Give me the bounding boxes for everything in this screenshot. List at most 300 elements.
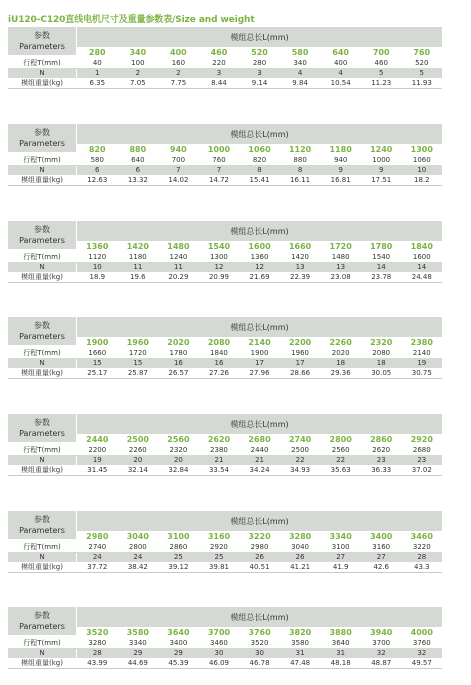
n-cell: 4: [297, 69, 303, 77]
parameters-label-cn: 参数: [34, 31, 50, 40]
n-cell: 28: [417, 553, 427, 561]
weight-label: 模组重量(kg): [21, 466, 63, 474]
n-cell: 8: [297, 166, 303, 174]
parameters-label-en: Parameters: [19, 526, 65, 535]
n-cell: 30: [214, 649, 224, 657]
stroke-cell: 3520: [250, 639, 269, 647]
length-cell: 1720: [329, 242, 352, 251]
n-cell: 9: [338, 166, 343, 174]
n-cell: 32: [417, 649, 427, 657]
stroke-cell: 2860: [169, 543, 188, 551]
length-cell: 1180: [329, 145, 352, 154]
stroke-cell: 2080: [372, 349, 391, 357]
length-cell: 2560: [167, 435, 190, 444]
n-cell: 32: [376, 649, 386, 657]
parameters-label-en: Parameters: [19, 332, 65, 341]
weight-cell: 13.32: [127, 176, 148, 184]
length-cell: 1600: [248, 242, 271, 251]
weight-cell: 16.81: [330, 176, 351, 184]
stroke-cell: 3040: [291, 543, 309, 551]
parameters-label-cn: 参数: [34, 611, 50, 620]
n-cell: 27: [376, 553, 386, 561]
parameters-header: [8, 511, 76, 539]
stroke-cell: 880: [293, 156, 307, 164]
length-cell: 760: [413, 48, 431, 57]
stroke-cell: 280: [252, 59, 267, 67]
stroke-cell: 2440: [250, 446, 269, 454]
stroke-cell: 3280: [88, 639, 107, 647]
n-cell: 2: [135, 69, 141, 77]
weight-cell: 33.54: [208, 466, 229, 474]
weight-cell: 25.87: [127, 369, 148, 377]
weight-label: 模组重量(kg): [21, 563, 63, 571]
stroke-cell: 700: [171, 156, 186, 164]
stroke-cell: 400: [333, 59, 348, 67]
length-cell: 3760: [248, 628, 271, 637]
stroke-cell: 1660: [88, 349, 107, 357]
stroke-cell: 3400: [169, 639, 188, 647]
n-cell: 29: [173, 649, 183, 657]
stroke-cell: 1720: [128, 349, 147, 357]
stroke-cell: 760: [212, 156, 226, 164]
n-cell: 13: [295, 263, 305, 271]
weight-cell: 28.66: [290, 369, 311, 377]
n-cell: 14: [376, 263, 386, 271]
parameters-label-cn: 参数: [34, 225, 50, 234]
parameters-header: [8, 607, 76, 635]
parameters-label-en: Parameters: [19, 429, 65, 438]
stroke-cell: 2380: [210, 446, 228, 454]
n-cell: 13: [336, 263, 346, 271]
length-cell: 1540: [207, 242, 231, 251]
n-cell: 23: [376, 456, 386, 464]
n-cell: 19: [417, 359, 427, 367]
weight-cell: 44.69: [127, 659, 148, 667]
length-cell: 1360: [86, 242, 109, 251]
length-cell: 3100: [167, 532, 190, 541]
n-label: N: [8, 455, 76, 465]
length-cell: 3580: [126, 628, 149, 637]
stroke-cell: 2980: [250, 543, 269, 551]
weight-cell: 30.05: [371, 369, 392, 377]
spec-table: [8, 221, 442, 289]
n-row: [8, 552, 442, 562]
weight-cell: 8.44: [211, 79, 227, 87]
length-cell: 1000: [207, 145, 231, 154]
n-label: N: [8, 648, 76, 658]
stroke-cell: 2320: [169, 446, 188, 454]
n-cell: 4: [338, 69, 343, 77]
stroke-label: 行程T(mm): [23, 446, 61, 454]
stroke-cell: 1300: [210, 253, 228, 261]
n-cell: 24: [133, 553, 143, 561]
n-cell: 22: [295, 456, 305, 464]
length-cell: 2680: [248, 435, 271, 444]
length-cell: 2920: [410, 435, 433, 444]
weight-cell: 20.99: [208, 273, 229, 281]
n-cell: 6: [135, 166, 141, 174]
stroke-cell: 2020: [331, 349, 350, 357]
length-cell: 3640: [167, 628, 190, 637]
length-cell: 2200: [288, 338, 312, 347]
stroke-cell: 1360: [250, 253, 269, 261]
total-length-header: 模组总长L(mm): [77, 221, 442, 241]
weight-cell: 34.93: [290, 466, 311, 474]
stroke-cell: 3640: [331, 639, 350, 647]
length-cell: 4000: [410, 628, 433, 637]
stroke-cell: 160: [171, 59, 186, 67]
weight-cell: 42.6: [373, 563, 390, 571]
n-cell: 15: [92, 359, 102, 367]
n-cell: 22: [336, 456, 346, 464]
n-cell: 17: [255, 359, 264, 367]
weight-cell: 23.08: [330, 273, 351, 281]
weight-cell: 23.78: [371, 273, 392, 281]
n-cell: 18: [376, 359, 386, 367]
parameters-label-en: Parameters: [19, 236, 65, 245]
length-cell: 2320: [370, 338, 393, 347]
length-row: [77, 434, 442, 445]
weight-cell: 48.18: [330, 659, 351, 667]
length-cell: 880: [129, 145, 147, 154]
length-cell: 2020: [167, 338, 190, 347]
weight-cell: 39.12: [168, 563, 189, 571]
n-cell: 1: [95, 69, 100, 77]
length-cell: 1420: [126, 242, 149, 251]
n-cell: 11: [173, 263, 183, 271]
weight-cell: 11.23: [371, 79, 392, 87]
stroke-cell: 340: [293, 59, 307, 67]
parameters-label-cn: 参数: [34, 418, 50, 427]
stroke-cell: 2140: [412, 349, 431, 357]
n-label: N: [8, 165, 76, 175]
stroke-cell: 820: [252, 156, 267, 164]
total-length-header: 模组总长L(mm): [77, 511, 442, 531]
weight-cell: 17.51: [371, 176, 392, 184]
weight-cell: 37.72: [87, 563, 108, 571]
weight-label: 模组重量(kg): [21, 659, 63, 667]
stroke-cell: 3100: [331, 543, 350, 551]
weight-cell: 43.3: [413, 563, 430, 571]
weight-row: [8, 562, 442, 573]
n-row: [8, 358, 442, 368]
weight-cell: 18.9: [89, 273, 106, 281]
n-cell: 5: [419, 69, 425, 77]
n-row: [8, 455, 442, 465]
weight-cell: 24.48: [411, 273, 432, 281]
stroke-cell: 2500: [291, 446, 309, 454]
n-cell: 19: [92, 456, 102, 464]
n-label: N: [8, 262, 76, 272]
weight-cell: 18.2: [413, 176, 430, 184]
total-length-header: 模组总长L(mm): [77, 414, 442, 434]
parameters-header: [8, 27, 76, 55]
weight-cell: 43.99: [87, 659, 108, 667]
weight-cell: 41.9: [332, 563, 349, 571]
n-label: N: [8, 68, 76, 78]
parameters-label-en: Parameters: [19, 622, 65, 631]
length-cell: 2260: [329, 338, 352, 347]
weight-cell: 32.14: [127, 466, 148, 474]
weight-cell: 31.45: [87, 466, 108, 474]
length-cell: 3040: [126, 532, 149, 541]
length-cell: 3160: [207, 532, 231, 541]
stroke-cell: 1120: [88, 253, 107, 261]
weight-cell: 40.51: [249, 563, 270, 571]
spec-table: [8, 124, 442, 192]
weight-cell: 46.09: [208, 659, 229, 667]
n-cell: 25: [173, 553, 183, 561]
weight-cell: 34.24: [249, 466, 270, 474]
n-row: [8, 262, 442, 272]
stroke-cell: 1960: [291, 349, 309, 357]
parameters-header: [8, 414, 76, 442]
n-cell: 3: [257, 69, 262, 77]
length-cell: 2380: [410, 338, 433, 347]
stroke-cell: 580: [90, 156, 104, 164]
stroke-cell: 2920: [210, 543, 228, 551]
length-cell: 3340: [329, 532, 352, 541]
weight-cell: 7.05: [130, 79, 146, 87]
length-cell: 3400: [370, 532, 393, 541]
total-length-header: 模组总长L(mm): [77, 317, 442, 337]
n-cell: 23: [417, 456, 427, 464]
n-cell: 31: [295, 649, 305, 657]
weight-cell: 29.36: [330, 369, 351, 377]
n-cell: 5: [378, 69, 384, 77]
weight-label: 模组重量(kg): [21, 273, 63, 281]
length-cell: 1660: [288, 242, 312, 251]
parameters-label-en: Parameters: [19, 42, 65, 51]
n-cell: 2: [176, 69, 181, 77]
stroke-cell: 1900: [250, 349, 269, 357]
length-cell: 580: [291, 48, 309, 57]
stroke-cell: 3760: [412, 639, 431, 647]
parameters-label-cn: 参数: [34, 128, 50, 137]
n-cell: 12: [255, 263, 264, 271]
n-cell: 16: [214, 359, 224, 367]
stroke-label: 行程T(mm): [23, 156, 61, 164]
length-cell: 2440: [86, 435, 109, 444]
n-cell: 16: [173, 359, 183, 367]
n-cell: 3: [216, 69, 222, 77]
stroke-cell: 1600: [412, 253, 431, 261]
n-cell: 11: [133, 263, 143, 271]
weight-cell: 49.57: [411, 659, 432, 667]
weight-cell: 47.48: [290, 659, 311, 667]
stroke-cell: 460: [374, 59, 388, 67]
length-cell: 460: [210, 48, 228, 57]
stroke-label: 行程T(mm): [23, 59, 61, 67]
stroke-cell: 2800: [128, 543, 147, 551]
weight-cell: 45.39: [168, 659, 189, 667]
stroke-cell: 3700: [372, 639, 391, 647]
n-cell: 17: [295, 359, 305, 367]
stroke-cell: 3340: [128, 639, 147, 647]
length-cell: 2800: [329, 435, 352, 444]
weight-cell: 6.35: [89, 79, 106, 87]
length-cell: 2620: [207, 435, 231, 444]
length-cell: 1780: [370, 242, 393, 251]
length-cell: 2080: [207, 338, 231, 347]
weight-cell: 15.41: [249, 176, 270, 184]
spec-table: [8, 27, 442, 95]
length-cell: 1480: [167, 242, 190, 251]
length-cell: 1120: [288, 145, 312, 154]
length-cell: 1900: [86, 338, 109, 347]
weight-cell: 36.33: [371, 466, 392, 474]
weight-row: [8, 465, 442, 476]
stroke-cell: 1780: [169, 349, 188, 357]
weight-cell: 46.78: [249, 659, 270, 667]
stroke-cell: 3580: [291, 639, 309, 647]
stroke-cell: 1840: [210, 349, 228, 357]
weight-cell: 19.6: [130, 273, 146, 281]
n-cell: 26: [255, 553, 264, 561]
length-cell: 3460: [410, 532, 433, 541]
n-cell: 28: [92, 649, 102, 657]
weight-cell: 27.96: [249, 369, 270, 377]
weight-cell: 9.14: [251, 79, 268, 87]
weight-cell: 16.11: [290, 176, 311, 184]
parameters-header: [8, 124, 76, 152]
spec-table: [8, 607, 442, 675]
length-cell: 820: [88, 145, 106, 154]
weight-cell: 20.29: [168, 273, 189, 281]
length-cell: 3700: [207, 628, 231, 637]
n-cell: 18: [336, 359, 346, 367]
stroke-cell: 1540: [372, 253, 391, 261]
n-label: N: [8, 358, 76, 368]
n-cell: 7: [216, 166, 222, 174]
n-cell: 10: [92, 263, 102, 271]
length-cell: 700: [372, 48, 390, 57]
stroke-cell: 940: [333, 156, 348, 164]
length-row: [77, 337, 442, 348]
stroke-cell: 2620: [372, 446, 391, 454]
length-cell: 3520: [86, 628, 109, 637]
length-cell: 2740: [288, 435, 312, 444]
length-cell: 280: [88, 48, 106, 57]
length-cell: 3940: [370, 628, 393, 637]
n-cell: 26: [295, 553, 305, 561]
n-cell: 27: [336, 553, 346, 561]
weight-cell: 10.54: [330, 79, 351, 87]
n-row: [8, 648, 442, 658]
weight-row: [8, 368, 442, 379]
weight-row: [8, 272, 442, 283]
stroke-cell: 3460: [210, 639, 228, 647]
weight-cell: 41.21: [290, 563, 311, 571]
weight-cell: 25.17: [87, 369, 108, 377]
n-cell: 21: [214, 456, 224, 464]
n-cell: 8: [257, 166, 262, 174]
length-cell: 2500: [126, 435, 149, 444]
length-cell: 400: [170, 48, 187, 57]
spec-table: [8, 317, 442, 385]
n-cell: 6: [95, 166, 100, 174]
stroke-label: 行程T(mm): [23, 253, 61, 261]
length-cell: 1300: [410, 145, 433, 154]
parameters-header: [8, 221, 76, 249]
weight-row: [8, 78, 442, 89]
weight-cell: 39.81: [208, 563, 229, 571]
length-cell: 3280: [288, 532, 312, 541]
length-cell: 1060: [248, 145, 271, 154]
stroke-cell: 40: [92, 59, 102, 67]
n-cell: 15: [133, 359, 143, 367]
n-cell: 21: [255, 456, 264, 464]
length-cell: 3220: [248, 532, 271, 541]
weight-cell: 14.02: [168, 176, 189, 184]
n-row: [8, 165, 442, 175]
stroke-cell: 3160: [372, 543, 391, 551]
n-cell: 7: [176, 166, 181, 174]
n-cell: 12: [214, 263, 224, 271]
length-row: [77, 144, 442, 155]
parameters-label-cn: 参数: [34, 321, 50, 330]
weight-cell: 48.87: [371, 659, 392, 667]
stroke-label: 行程T(mm): [23, 543, 61, 551]
stroke-cell: 1480: [331, 253, 350, 261]
stroke-label: 行程T(mm): [23, 349, 61, 357]
n-cell: 30: [255, 649, 264, 657]
length-cell: 640: [332, 48, 349, 57]
length-cell: 340: [129, 48, 147, 57]
length-cell: 940: [170, 145, 187, 154]
length-cell: 2980: [86, 532, 109, 541]
stroke-cell: 640: [131, 156, 145, 164]
stroke-cell: 520: [415, 59, 429, 67]
weight-label: 模组重量(kg): [21, 176, 63, 184]
stroke-cell: 3220: [412, 543, 431, 551]
weight-cell: 22.39: [290, 273, 311, 281]
length-row: [77, 627, 442, 638]
weight-cell: 30.75: [411, 369, 432, 377]
page-title: iU120-C120直线电机尺寸及重量参数表/Size and weight: [8, 15, 255, 25]
weight-cell: 12.63: [87, 176, 108, 184]
parameters-label-en: Parameters: [19, 139, 65, 148]
n-cell: 10: [417, 166, 427, 174]
total-length-header: 模组总长L(mm): [77, 607, 442, 627]
n-cell: 24: [92, 553, 102, 561]
length-cell: 3880: [329, 628, 352, 637]
n-label: N: [8, 552, 76, 562]
stroke-cell: 2740: [88, 543, 107, 551]
stroke-cell: 1180: [128, 253, 147, 261]
weight-cell: 9.84: [292, 79, 308, 87]
stroke-cell: 2200: [88, 446, 107, 454]
n-cell: 20: [173, 456, 183, 464]
stroke-cell: 1000: [372, 156, 391, 164]
total-length-header: 模组总长L(mm): [77, 27, 442, 47]
stroke-cell: 1420: [291, 253, 309, 261]
length-row: [77, 531, 442, 542]
n-cell: 20: [133, 456, 143, 464]
weight-cell: 14.72: [208, 176, 229, 184]
stroke-cell: 1060: [412, 156, 431, 164]
weight-label: 模组重量(kg): [21, 79, 63, 87]
weight-cell: 32.84: [168, 466, 189, 474]
stroke-cell: 2560: [331, 446, 350, 454]
weight-cell: 27.26: [208, 369, 229, 377]
length-row: [77, 241, 442, 252]
stroke-cell: 1240: [169, 253, 188, 261]
length-cell: 1960: [126, 338, 149, 347]
total-length-header: 模组总长L(mm): [77, 124, 442, 144]
weight-cell: 35.63: [330, 466, 351, 474]
length-cell: 1240: [370, 145, 393, 154]
